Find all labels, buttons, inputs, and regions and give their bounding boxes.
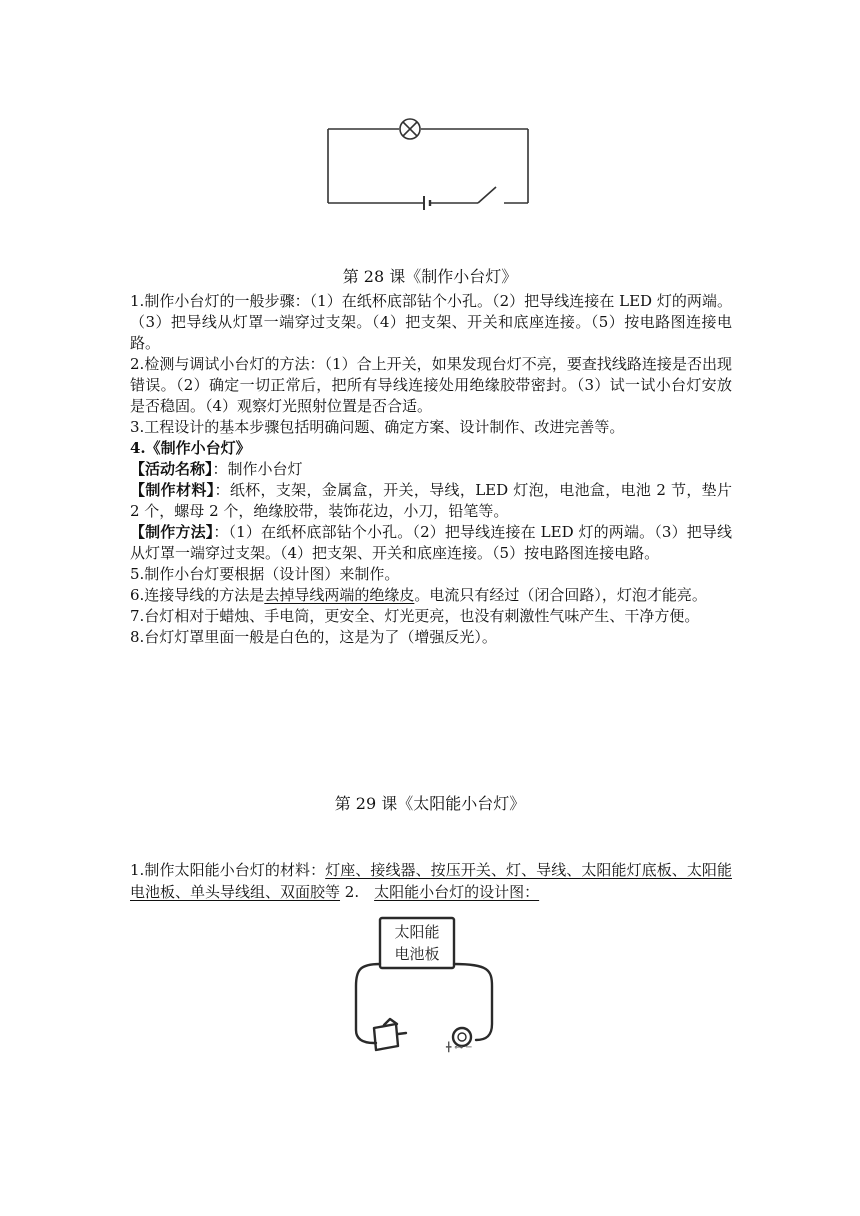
solar-lamp-circuit-diagram bbox=[350, 912, 510, 1062]
list-item bbox=[130, 859, 732, 903]
list-item: 8.台灯灯罩里面一般是白色的，这是为了（增强反光）。 bbox=[130, 628, 497, 646]
method-label: 【制作方法】 bbox=[130, 523, 214, 541]
activity-name-line bbox=[130, 459, 732, 480]
solar-panel-label-line1: 太阳能 bbox=[394, 923, 440, 941]
item-6-text-end: 。电流只有经过（闭合回路），灯泡才能亮。 bbox=[414, 586, 707, 604]
lesson-29-item-1-underlined: 灯座、接线器、按压开关、灯、导线、太阳能灯底板、太阳能电池板、单头导线组、双面胶等 bbox=[130, 861, 732, 901]
lesson-28-title: 第 28 课《制作小台灯》 bbox=[342, 267, 518, 286]
method-line bbox=[130, 522, 732, 564]
circuit-wire bbox=[356, 964, 380, 1043]
item-6-text: 6.连接导线的方法是 bbox=[130, 586, 265, 604]
circuit-diagram-lamp-switch bbox=[320, 112, 540, 212]
lesson-29-title: 第 29 课《太阳能小台灯》 bbox=[334, 794, 526, 813]
list-item: 1.制作小台灯的一般步骤：（1）在纸杯底部钻个小孔。（2）把导线连接在 LED 灯的两端。（3）把导线从灯罩一端穿过支架。（4）把支架、开关和底座连接。（5）按电路图连接电路。 bbox=[130, 292, 732, 352]
lesson-29-item-1-text: 1.制作太阳能小台灯的材料： bbox=[130, 861, 326, 879]
list-item: 4.《制作小台灯》 bbox=[130, 439, 251, 457]
switch-icon bbox=[478, 187, 496, 203]
materials-value: ：纸杯，支架，金属盒，开关，导线，LED 灯泡，电池盒，电池 2 节，垫片 2 个，螺母 2 个，绝缘胶带，装饰花边，小刀，铅笔等。 bbox=[130, 481, 732, 520]
lamp-label-scribble: ╋ ⊶ ─ bbox=[446, 1043, 472, 1053]
list-item: 5.制作小台灯要根据（设计图）来制作。 bbox=[130, 565, 400, 583]
activity-value: ：制作小台灯 bbox=[212, 460, 303, 478]
list-item bbox=[130, 585, 732, 606]
activity-label: 【活动名称】 bbox=[130, 460, 213, 478]
list-item: 7.台灯相对于蜡烛、手电筒，更安全、灯光更亮，也没有刺激性气味产生、干净方便。 bbox=[130, 607, 700, 625]
method-value: ：（1）在纸杯底部钻个小孔。（2）把导线连接在 LED 灯的两端。（3）把导线从灯罩一端穿过支架。（4）把支架、开关和底座连接。（5）按电路图连接电路。 bbox=[130, 523, 732, 562]
list-item: 3.工程设计的基本步骤包括明确问题、确定方案、设计制作、改进完善等。 bbox=[130, 418, 625, 436]
item-6-underlined: 去掉导线两端的绝缘皮 bbox=[264, 586, 415, 604]
solar-panel-label-line2: 电池板 bbox=[394, 945, 440, 963]
materials-label: 【制作材料】 bbox=[130, 481, 215, 499]
switch-icon bbox=[374, 1024, 398, 1050]
list-item: 2.检测与调试小台灯的方法：（1）合上开关，如果发现台灯不亮，要查找线路连接是否出现错误。（2）确定一切正常后，把所有导线连接处用绝缘胶带密封。（3）试一试小台灯安放是否稳固。（4）观察灯光照射位置是否合适。 bbox=[130, 355, 732, 415]
materials-line bbox=[130, 480, 732, 522]
lesson-29-item-2-underlined: 太阳能小台灯的设计图： bbox=[374, 883, 540, 901]
lesson-29-body bbox=[130, 859, 732, 903]
lesson-28-body bbox=[130, 291, 732, 648]
lesson-29-item-2-number: 2. bbox=[340, 883, 375, 901]
